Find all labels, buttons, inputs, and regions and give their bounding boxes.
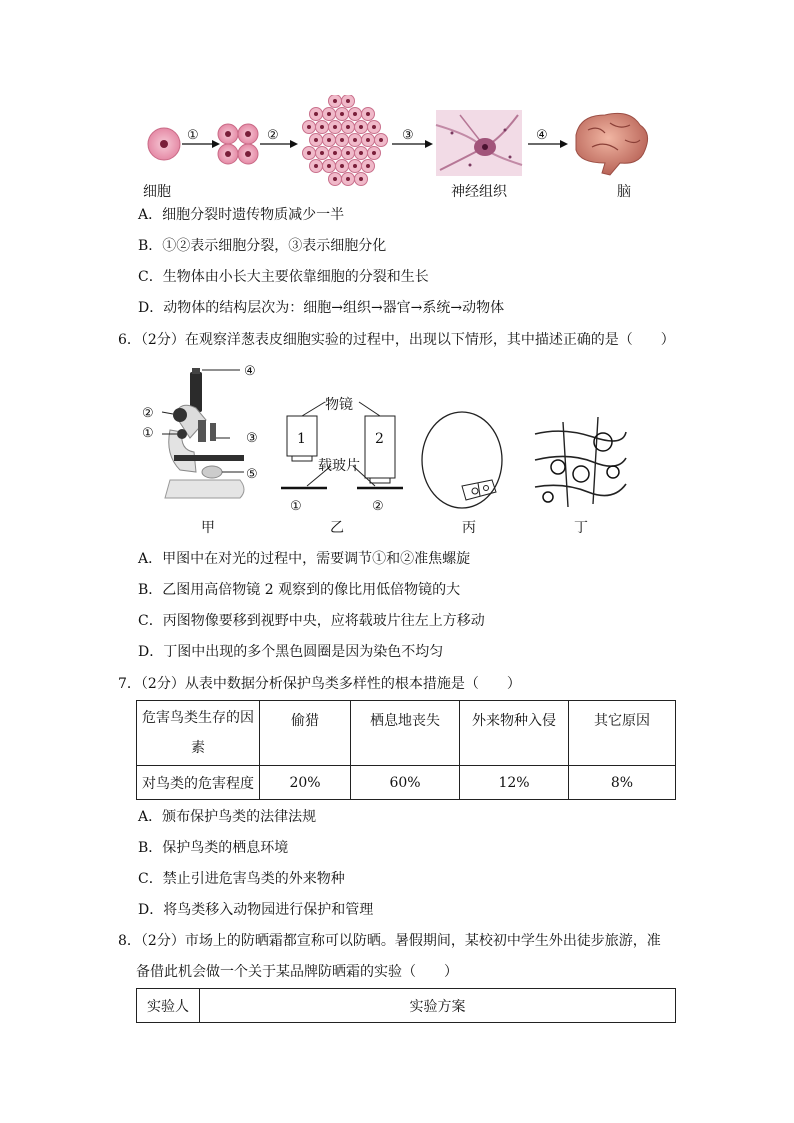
step-4-label: ④ <box>536 128 548 143</box>
q7-table <box>136 700 676 800</box>
q7-col-poaching: 偷猎 <box>260 701 351 766</box>
step-1-label: ① <box>187 128 199 143</box>
q7-col-invasive-species: 外来物种入侵 <box>460 701 569 766</box>
yi-caption: 乙 <box>330 520 344 536</box>
nerve-tissue-icon <box>436 110 522 176</box>
jia-caption: 甲 <box>201 520 215 536</box>
lens-1-label: 1 <box>297 431 306 447</box>
q5-option-a[interactable]: A．细胞分裂时遗传物质减少一半 <box>138 207 345 223</box>
q7-value-other: 8% <box>569 766 676 800</box>
objective-label: 物镜 <box>325 397 353 413</box>
q6-option-c[interactable]: C．丙图物像要移到视野中央，应将载玻片往左上方移动 <box>138 613 485 629</box>
onion-cells-bubbles-icon <box>533 412 628 507</box>
lens-2-label: 2 <box>375 431 384 447</box>
q5-option-d[interactable]: D．动物体的结构层次为：细胞→组织→器官→系统→动物体 <box>138 300 505 316</box>
single-cell-icon <box>148 128 180 160</box>
tissue-label: 神经组织 <box>451 184 507 200</box>
jia-mark-4: ④ <box>244 364 256 379</box>
jia-mark-1: ① <box>142 426 154 441</box>
yi-mark-2: ② <box>372 499 384 514</box>
jia-mark-3: ③ <box>246 431 258 446</box>
cell-cluster-icon <box>303 95 388 186</box>
q8-stem-line-1: 8．（2分）市场上的防晒霜都宣称可以防晒。暑假期间，某校初中学生外出徒步旅游，准 <box>118 933 661 949</box>
brain-icon <box>576 113 648 175</box>
q6-option-d[interactable]: D．丁图中出现的多个黑色圆圈是因为染色不均匀 <box>138 644 444 660</box>
step-3-label: ③ <box>402 128 414 143</box>
q7-value-habitat-loss: 60% <box>351 766 460 800</box>
q5-option-c[interactable]: C．生物体由小长大主要依靠细胞的分裂和生长 <box>138 269 429 285</box>
q5-figure <box>140 95 660 200</box>
q6-stem: 6．（2分）在观察洋葱表皮细胞实验的过程中，出现以下情形，其中描述正确的是（ ） <box>118 332 675 348</box>
yi-mark-1: ① <box>290 499 302 514</box>
jia-mark-5: ⑤ <box>246 467 258 482</box>
cell-label: 细胞 <box>143 184 171 200</box>
q5-option-b[interactable]: B．①②表示细胞分裂，③表示细胞分化 <box>138 238 387 254</box>
jia-mark-2: ② <box>142 406 154 421</box>
q8-stem-line-2: 备借此机会做一个关于某品牌防晒霜的实验（ ） <box>136 964 458 980</box>
cell-development-diagram <box>140 95 660 200</box>
slide-label: 载玻片 <box>318 458 360 474</box>
q7-col-other: 其它原因 <box>569 701 676 766</box>
q8-col-plan: 实验方案 <box>200 989 676 1023</box>
q6-figure-bing <box>420 410 505 510</box>
step-2-label: ② <box>267 128 279 143</box>
q7-row-label: 对鸟类的危害程度 <box>137 766 260 800</box>
q7-stem: 7．（2分）从表中数据分析保护鸟类多样性的根本措施是（ ） <box>118 676 521 692</box>
q7-value-poaching: 20% <box>260 766 351 800</box>
field-of-view-icon <box>420 410 505 510</box>
four-cells-icon <box>218 124 258 164</box>
q7-col-habitat-loss: 栖息地丧失 <box>351 701 460 766</box>
q7-option-a[interactable]: A．颁布保护鸟类的法律法规 <box>138 809 317 825</box>
q7-option-b[interactable]: B．保护鸟类的栖息环境 <box>138 840 289 856</box>
q7-header-label: 危害鸟类生存的因 素 <box>137 701 260 766</box>
q6-option-b[interactable]: B．乙图用高倍物镜 2 观察到的像比用低倍物镜的大 <box>138 582 461 598</box>
brain-label: 脑 <box>617 184 631 200</box>
q6-figure-ding <box>533 412 628 507</box>
q8-col-experimenter: 实验人 <box>137 989 200 1023</box>
q7-option-c[interactable]: C．禁止引进危害鸟类的外来物种 <box>138 871 345 887</box>
q8-table <box>136 988 676 1023</box>
bing-caption: 丙 <box>462 520 476 536</box>
q7-value-invasive-species: 12% <box>460 766 569 800</box>
q6-option-a[interactable]: A．甲图中在对光的过程中，需要调节①和②准焦螺旋 <box>138 551 471 567</box>
ding-caption: 丁 <box>574 520 588 536</box>
q7-option-d[interactable]: D．将鸟类移入动物园进行保护和管理 <box>138 902 374 918</box>
